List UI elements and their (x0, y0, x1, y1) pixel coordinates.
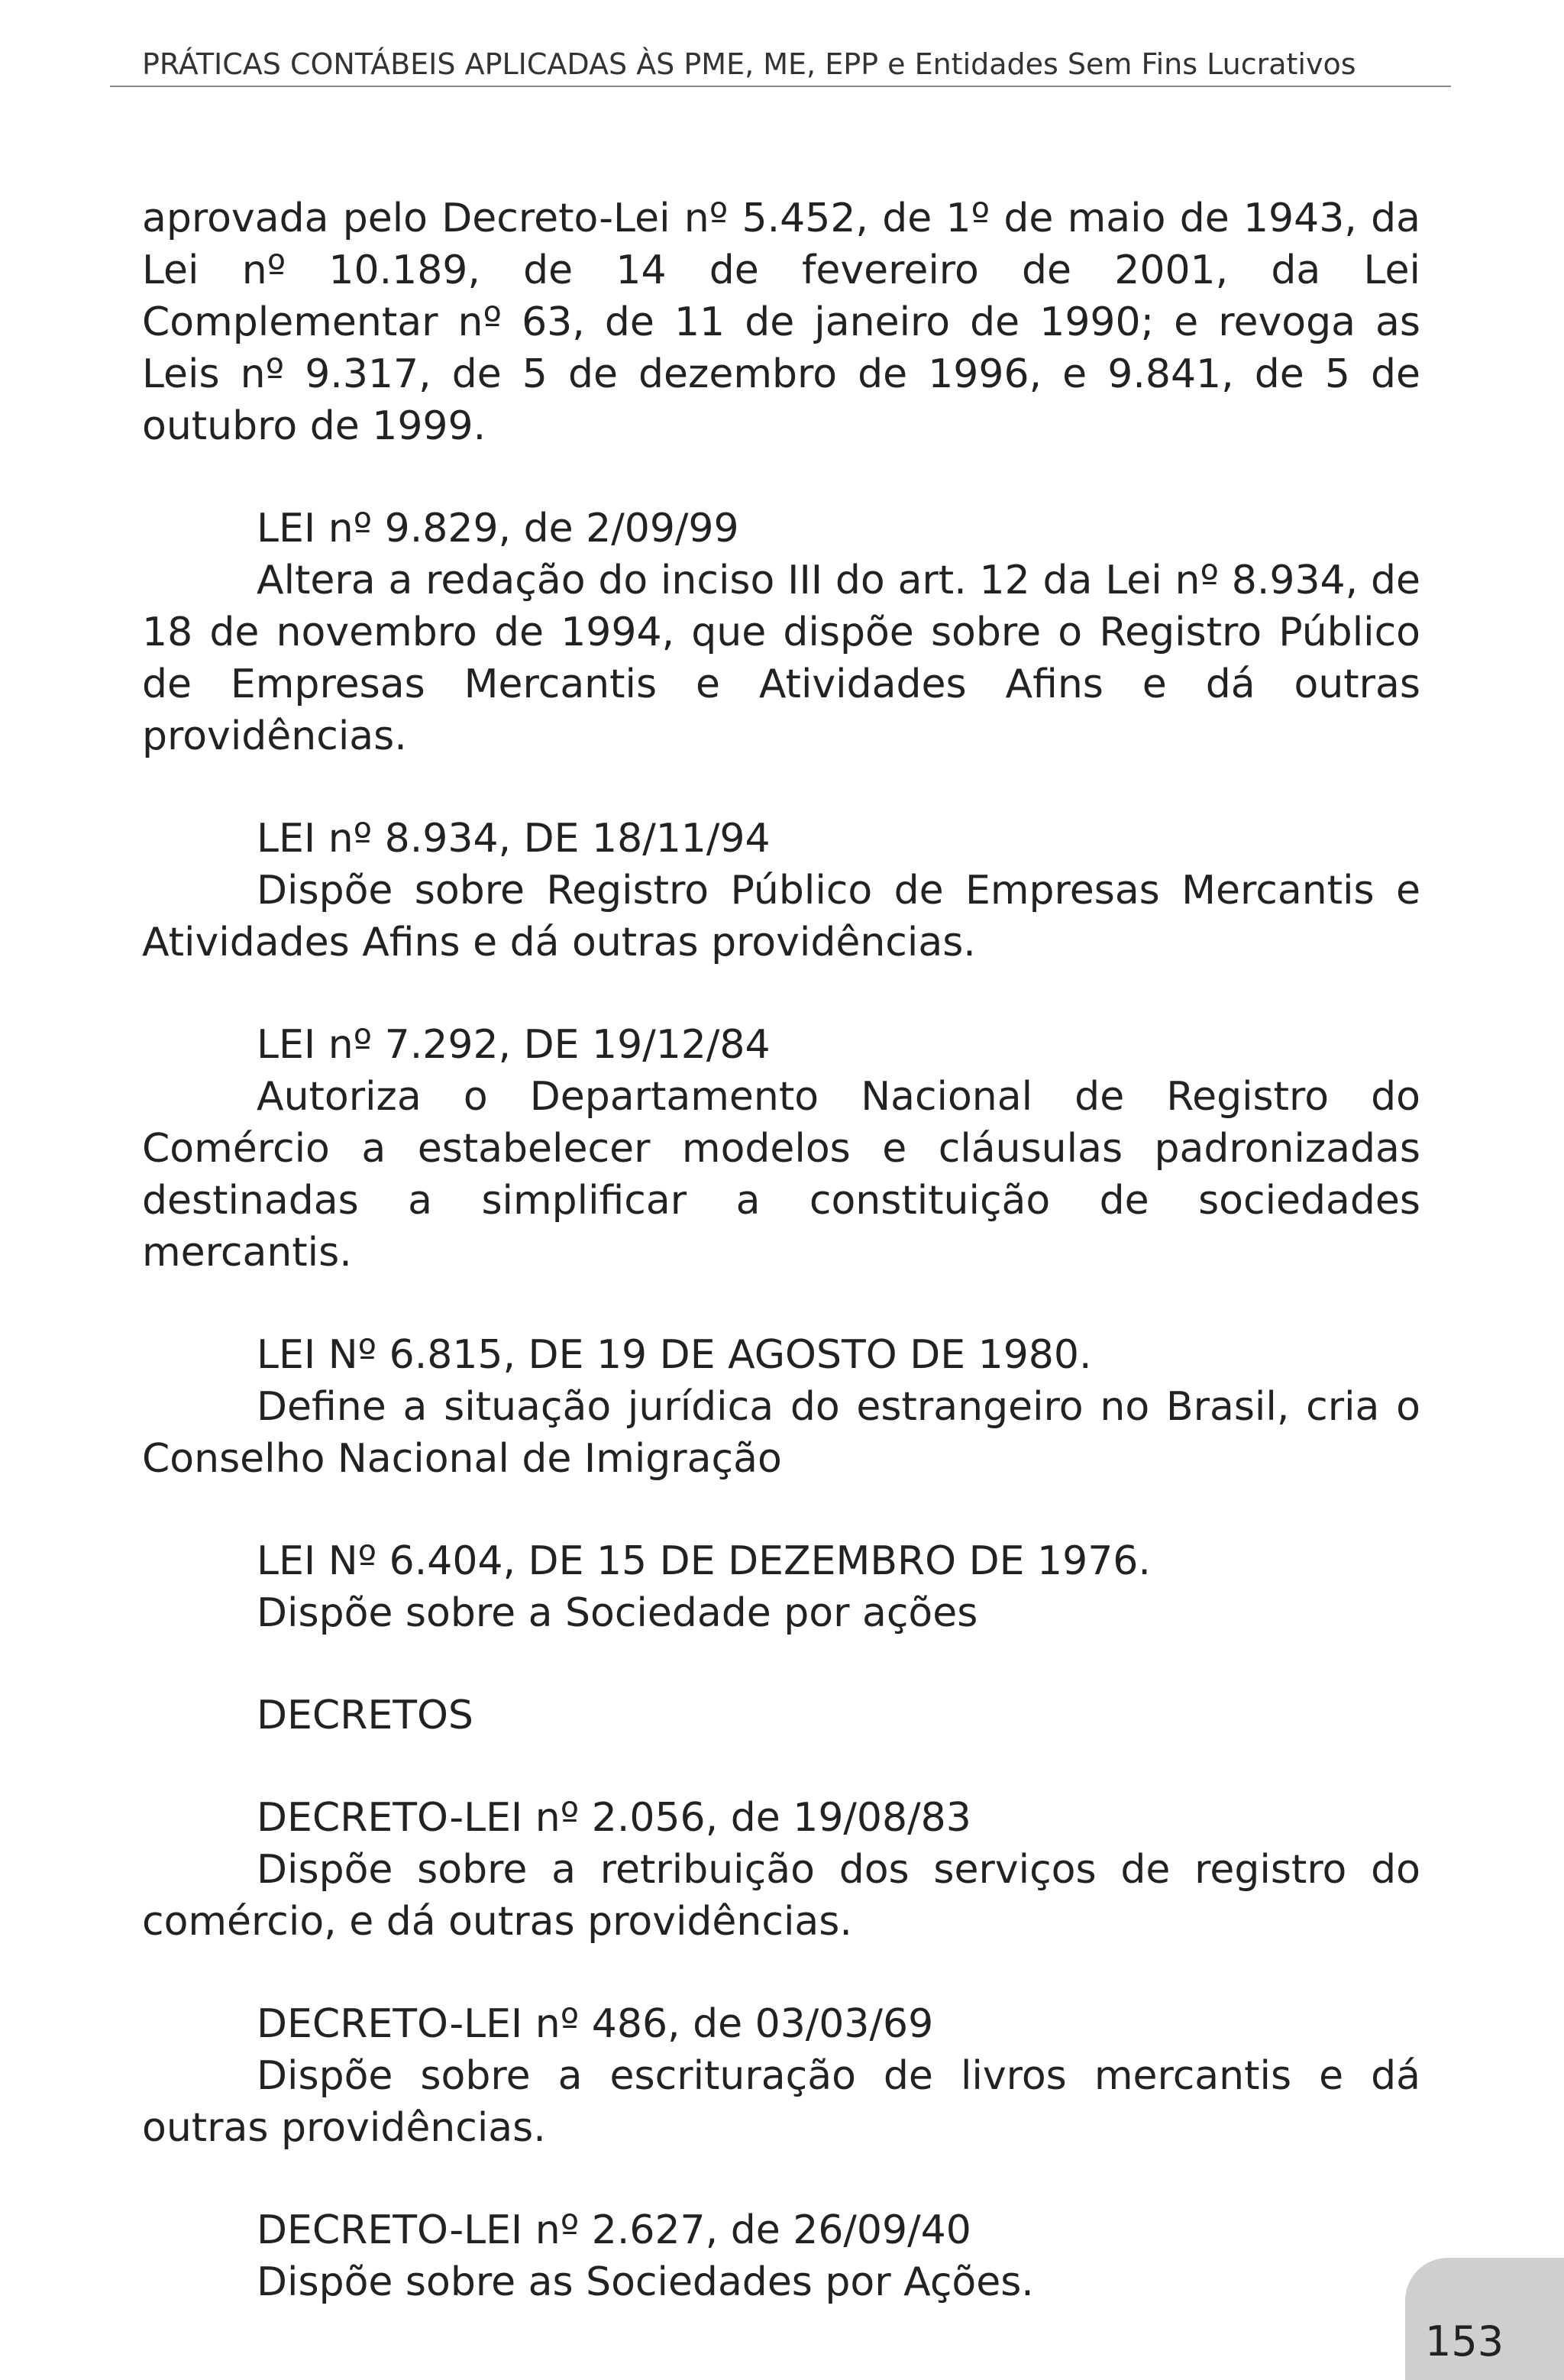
page-number: 153 (1425, 2317, 1504, 2365)
law-entry (142, 1535, 1420, 1639)
intro-paragraph: aprovada pelo Decreto-Lei nº 5.452, de 1º de maio de 1943, da Lei nº 10.189, de 14 de fevereiro de 2001, da Lei Complementar nº 63, de 11 de janeiro de 1990; e revoga as Leis nº 9.317, de 5 de dezembro de 1996, e 9.841, de 5 de outubro de 1999. (142, 196, 1420, 449)
section-gap (142, 452, 1420, 503)
law-title: LEI nº 8.934, DE 18/11/94 (257, 816, 771, 862)
decree-description: Dispõe sobre a escrituração de livros mercantis e dá outras providências. (142, 2053, 1420, 2151)
law-description: Autoriza o Departamento Nacional de Registro do Comércio a estabelecer modelos e cláusulas padronizadas destinadas a simplificar a constituição de sociedades mercantis. (142, 1074, 1420, 1276)
law-title: LEI nº 7.292, DE 19/12/84 (257, 1022, 771, 1068)
decree-title: DECRETO-LEI nº 486, de 03/03/69 (257, 2001, 934, 2047)
decree-description: Dispõe sobre as Sociedades por Ações. (257, 2259, 1034, 2305)
section-gap (142, 2154, 1420, 2204)
law-description: Altera a redação do inciso III do art. 12 da Lei nº 8.934, de 18 de novembro de 1994, que dispõe sobre o Registro Público de Empresas Mercantis e Atividades Afins e dá outras providências. (142, 558, 1420, 759)
law-title: LEI Nº 6.404, DE 15 DE DEZEMBRO DE 1976. (257, 1538, 1151, 1584)
section-gap (142, 762, 1420, 813)
decree-entry (142, 2204, 1420, 2308)
law-title: LEI nº 9.829, de 2/09/99 (257, 506, 739, 551)
decree-entry (142, 1998, 1420, 2154)
law-description: Define a situação jurídica do estrangeiro no Brasil, cria o Conselho Nacional de Imigração (142, 1384, 1420, 1482)
section-gap (142, 1639, 1420, 1690)
law-description: Dispõe sobre a Sociedade por ações (257, 1590, 978, 1636)
law-description: Dispõe sobre Registro Público de Empresas Mercantis e Atividades Afins e dá outras providências. (142, 868, 1420, 965)
page-body (142, 192, 1420, 2308)
section-gap (142, 1279, 1420, 1329)
section-gap (142, 1948, 1420, 1998)
decree-title: DECRETO-LEI nº 2.056, de 19/08/83 (257, 1795, 971, 1841)
law-entry (142, 503, 1420, 762)
law-entry (142, 813, 1420, 968)
decree-title: DECRETO-LEI nº 2.627, de 26/09/40 (257, 2207, 971, 2253)
section-gap (142, 968, 1420, 1019)
section-gap (142, 1741, 1420, 1792)
decree-entry (142, 1792, 1420, 1948)
law-entry (142, 1329, 1420, 1485)
section-gap (142, 1485, 1420, 1535)
header-divider (110, 86, 1451, 87)
decretos-heading: DECRETOS (257, 1693, 473, 1738)
law-title: LEI Nº 6.815, DE 19 DE AGOSTO DE 1980. (257, 1332, 1092, 1378)
law-entry (142, 1019, 1420, 1279)
running-header: PRÁTICAS CONTÁBEIS APLICADAS ÀS PME, ME, EPP e Entidades Sem Fins Lucrativos (142, 47, 1356, 81)
decree-description: Dispõe sobre a retribuição dos serviços de registro do comércio, e dá outras providências. (142, 1847, 1420, 1945)
